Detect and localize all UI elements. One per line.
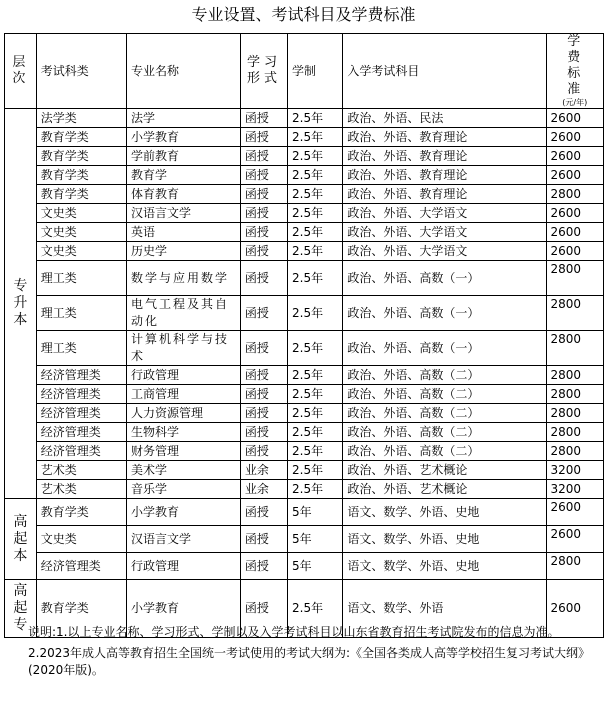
table-row [5,128,604,147]
fee-cell: 2800 [546,553,604,580]
category-cell: 理工类 [36,261,126,296]
table-row [5,366,604,385]
category-cell: 经济管理类 [36,423,126,442]
major-cell: 人力资源管理 [127,404,241,423]
fee-cell: 2600 [546,223,604,242]
major-cell: 历史学 [127,242,241,261]
major-cell: 英语 [127,223,241,242]
fee-table [4,33,604,638]
level-cell: 高起专 [5,580,37,638]
duration-cell: 2.5年 [288,442,343,461]
major-cell: 行政管理 [127,553,241,580]
duration-cell: 2.5年 [288,147,343,166]
major-cell: 美术学 [127,461,241,480]
fee-cell: 2800 [546,261,604,296]
table-row [5,185,604,204]
table-row [5,461,604,480]
form-cell: 函授 [240,442,287,461]
category-cell: 经济管理类 [36,366,126,385]
category-cell: 教育学类 [36,147,126,166]
fee-cell: 2600 [546,580,604,638]
form-cell: 函授 [240,204,287,223]
form-cell: 函授 [240,185,287,204]
subjects-cell: 政治、外语、教育理论 [343,128,546,147]
category-cell: 经济管理类 [36,385,126,404]
subjects-cell: 政治、外语、大学语文 [343,223,546,242]
fee-cell: 2800 [546,385,604,404]
form-cell: 函授 [240,147,287,166]
fee-cell: 3200 [546,480,604,499]
form-cell: 函授 [240,261,287,296]
subjects-cell: 语文、数学、外语、史地 [343,553,546,580]
category-cell: 教育学类 [36,580,126,638]
header-major: 专业名称 [127,34,241,109]
subjects-cell: 政治、外语、艺术概论 [343,480,546,499]
table-body [5,109,604,638]
fee-cell: 3200 [546,461,604,480]
form-cell: 函授 [240,109,287,128]
duration-cell: 2.5年 [288,366,343,385]
fee-cell: 2600 [546,128,604,147]
table-row [5,204,604,223]
category-cell: 艺术类 [36,461,126,480]
category-cell: 艺术类 [36,480,126,499]
note-1: 说明:1.以上专业名称、学习形式、学制以及入学考试科目以山东省教育招生考试院发布的信息为准。 [28,625,560,639]
subjects-cell: 政治、外语、高数（二） [343,404,546,423]
fee-cell: 2800 [546,404,604,423]
form-cell: 函授 [240,385,287,404]
subjects-cell: 政治、外语、高数（一） [343,331,546,366]
form-cell: 业余 [240,480,287,499]
table-row [5,147,604,166]
duration-cell: 2.5年 [288,385,343,404]
form-cell: 函授 [240,580,287,638]
table-row [5,166,604,185]
table-row [5,296,604,331]
category-cell: 理工类 [36,296,126,331]
major-cell: 电气工程及其自动化 [127,296,241,331]
major-cell: 汉语言文学 [127,526,241,553]
level-cell: 专升本 [5,109,37,499]
table-row [5,442,604,461]
subjects-cell: 语文、数学、外语、史地 [343,499,546,526]
subjects-cell: 政治、外语、教育理论 [343,166,546,185]
form-cell: 函授 [240,366,287,385]
subjects-cell: 政治、外语、高数（二） [343,423,546,442]
form-cell: 函授 [240,553,287,580]
duration-cell: 2.5年 [288,261,343,296]
duration-cell: 2.5年 [288,404,343,423]
subjects-cell: 政治、外语、大学语文 [343,242,546,261]
duration-cell: 2.5年 [288,109,343,128]
subjects-cell: 政治、外语、高数（二） [343,366,546,385]
category-cell: 经济管理类 [36,442,126,461]
duration-cell: 2.5年 [288,461,343,480]
subjects-cell: 政治、外语、教育理论 [343,185,546,204]
header-duration: 学制 [288,34,343,109]
table-row [5,526,604,553]
fee-cell: 2800 [546,185,604,204]
table-row [5,385,604,404]
subjects-cell: 政治、外语、艺术概论 [343,461,546,480]
subjects-cell: 语文、数学、外语 [343,580,546,638]
fee-cell: 2600 [546,242,604,261]
fee-cell: 2600 [546,526,604,553]
subjects-cell: 语文、数学、外语、史地 [343,526,546,553]
major-cell: 教育学 [127,166,241,185]
duration-cell: 2.5年 [288,185,343,204]
category-cell: 教育学类 [36,128,126,147]
subjects-cell: 政治、外语、大学语文 [343,204,546,223]
table-row [5,404,604,423]
major-cell: 生物科学 [127,423,241,442]
form-cell: 函授 [240,128,287,147]
form-cell: 函授 [240,242,287,261]
subjects-cell: 政治、外语、教育理论 [343,147,546,166]
major-cell: 音乐学 [127,480,241,499]
category-cell: 理工类 [36,331,126,366]
duration-cell: 2.5年 [288,331,343,366]
subjects-cell: 政治、外语、高数（一） [343,261,546,296]
subjects-cell: 政治、外语、民法 [343,109,546,128]
major-cell: 工商管理 [127,385,241,404]
major-cell: 财务管理 [127,442,241,461]
category-cell: 经济管理类 [36,404,126,423]
duration-cell: 2.5年 [288,296,343,331]
major-cell: 小学教育 [127,580,241,638]
duration-cell: 2.5年 [288,423,343,442]
level-cell: 高起本 [5,499,37,580]
subjects-cell: 政治、外语、高数（二） [343,442,546,461]
header-form: 学习形式 [240,34,287,109]
category-cell: 教育学类 [36,499,126,526]
duration-cell: 5年 [288,499,343,526]
major-cell: 学前教育 [127,147,241,166]
header-fee: 学费标准 (元/年) [546,34,604,109]
major-cell: 行政管理 [127,366,241,385]
duration-cell: 5年 [288,526,343,553]
category-cell: 文史类 [36,204,126,223]
header-level: 层次 [5,34,37,109]
major-cell: 体育教育 [127,185,241,204]
table-row [5,223,604,242]
form-cell: 函授 [240,526,287,553]
duration-cell: 2.5年 [288,128,343,147]
category-cell: 教育学类 [36,166,126,185]
duration-cell: 2.5年 [288,166,343,185]
note-2: 2.2023年成人高等教育招生全国统一考试使用的考试大纲为:《全国各类成人高等学校招生复习考试大纲》(2020年版)。 [28,646,585,677]
category-cell: 经济管理类 [36,553,126,580]
duration-cell: 2.5年 [288,223,343,242]
form-cell: 函授 [240,499,287,526]
major-cell: 小学教育 [127,499,241,526]
form-cell: 函授 [240,166,287,185]
fee-cell: 2600 [546,204,604,223]
major-cell: 小学教育 [127,128,241,147]
page-title: 专业设置、考试科目及学费标准 [191,5,416,24]
table-row [5,242,604,261]
form-cell: 业余 [240,461,287,480]
fee-cell: 2800 [546,366,604,385]
fee-cell: 2800 [546,296,604,331]
fee-cell: 2600 [546,166,604,185]
header-category: 考试科类 [36,34,126,109]
fee-cell: 2600 [546,109,604,128]
major-cell: 计算机科学与技术 [127,331,241,366]
table-header-row [5,34,604,109]
form-cell: 函授 [240,331,287,366]
major-cell: 法学 [127,109,241,128]
duration-cell: 2.5年 [288,242,343,261]
duration-cell: 2.5年 [288,204,343,223]
fee-cell: 2800 [546,442,604,461]
form-cell: 函授 [240,423,287,442]
major-cell: 数学与应用数学 [127,261,241,296]
duration-cell: 2.5年 [288,480,343,499]
form-cell: 函授 [240,223,287,242]
major-cell: 汉语言文学 [127,204,241,223]
header-subjects: 入学考试科目 [343,34,546,109]
table-row [5,423,604,442]
duration-cell: 2.5年 [288,580,343,638]
table-row [5,553,604,580]
category-cell: 文史类 [36,526,126,553]
fee-cell: 2800 [546,423,604,442]
table-row [5,109,604,128]
fee-cell: 2800 [546,331,604,366]
table-row [5,331,604,366]
category-cell: 法学类 [36,109,126,128]
subjects-cell: 政治、外语、高数（一） [343,296,546,331]
category-cell: 教育学类 [36,185,126,204]
category-cell: 文史类 [36,223,126,242]
duration-cell: 5年 [288,553,343,580]
fee-cell: 2600 [546,147,604,166]
subjects-cell: 政治、外语、高数（二） [343,385,546,404]
table-row [5,480,604,499]
table-row [5,499,604,526]
fee-cell: 2600 [546,499,604,526]
form-cell: 函授 [240,404,287,423]
category-cell: 文史类 [36,242,126,261]
notes [28,624,590,683]
table-row [5,261,604,296]
form-cell: 函授 [240,296,287,331]
